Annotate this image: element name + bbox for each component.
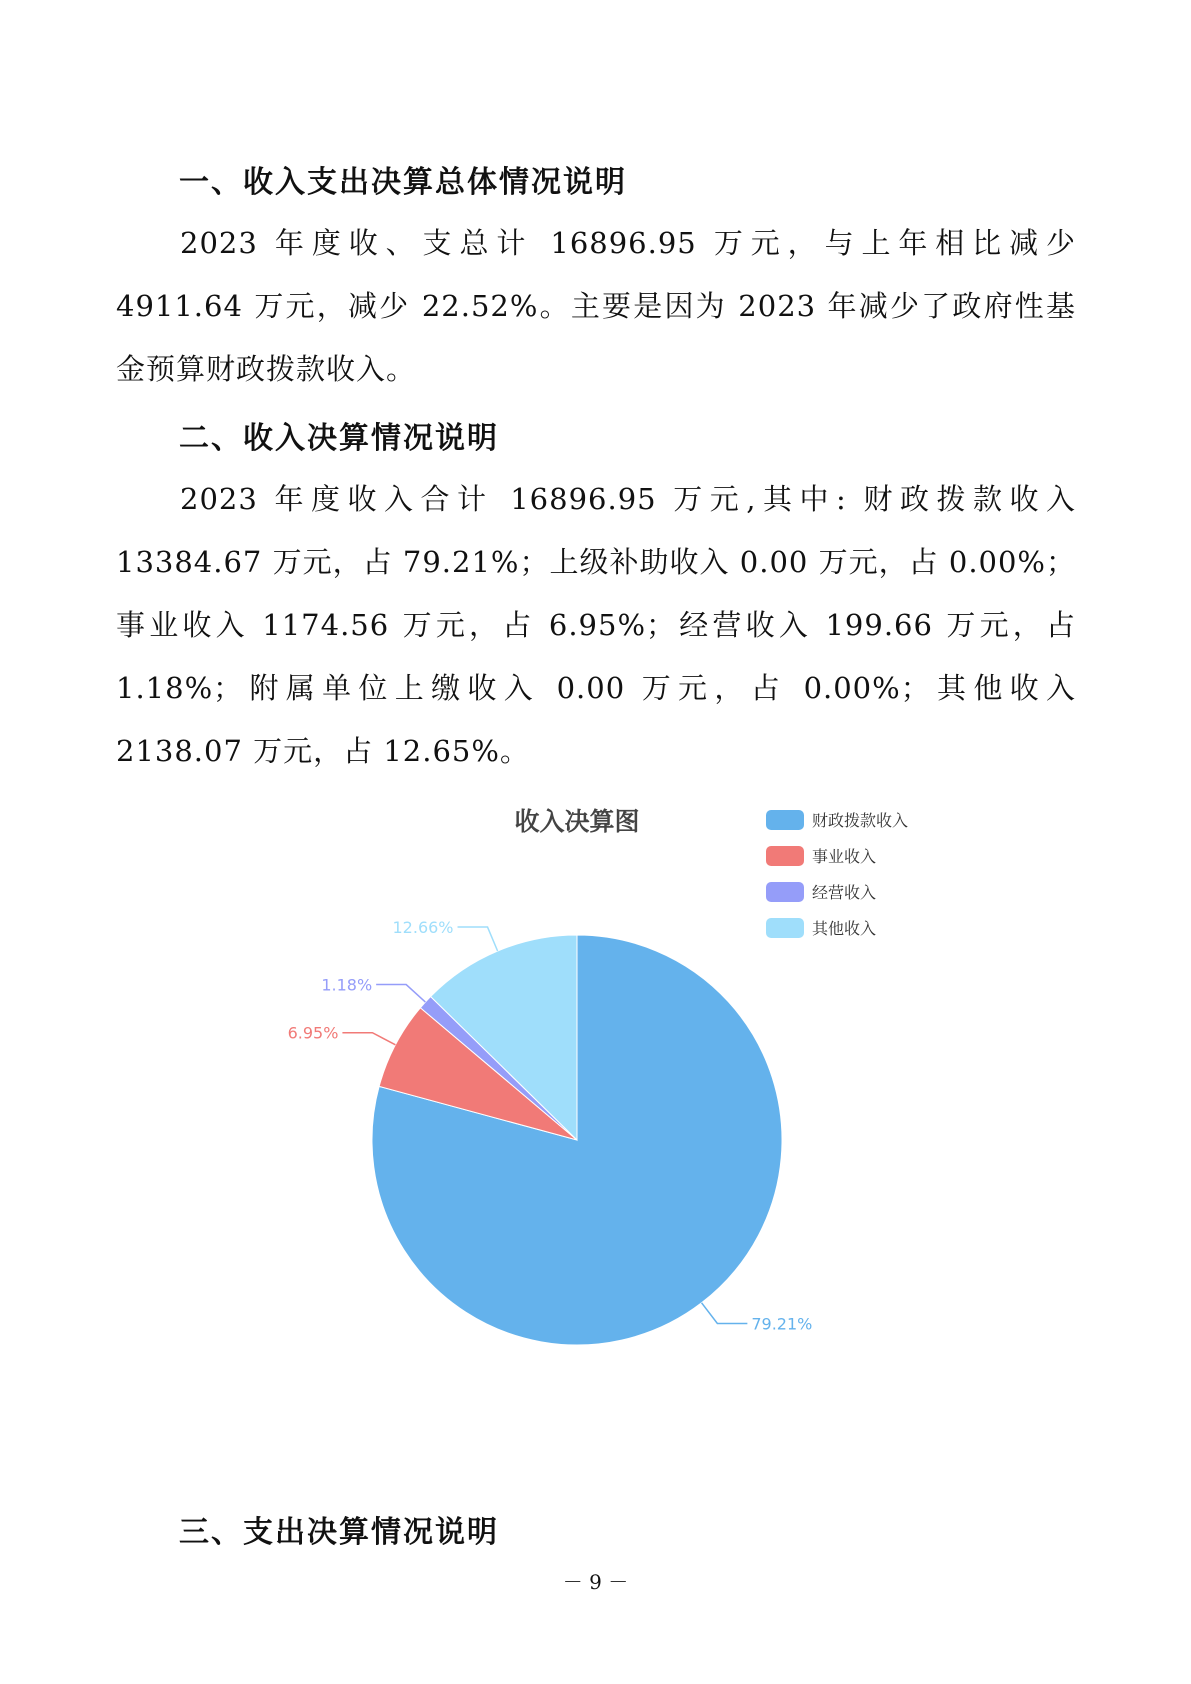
chart-title: 收入决算图: [514, 807, 640, 836]
legend-label: 其他收入: [812, 919, 877, 938]
slice-leader-line: [376, 985, 425, 1002]
section-heading-3: 三、支出决算情况说明: [179, 1515, 499, 1550]
legend-swatch: [766, 846, 804, 866]
section-heading-2: 二、收入决算情况说明: [179, 421, 499, 456]
chart-legend: [766, 810, 908, 938]
legend-swatch: [766, 882, 804, 902]
legend-label: 经营收入: [812, 883, 877, 902]
slice-label: 79.21%: [751, 1314, 813, 1334]
legend-label: 财政拨款收入: [812, 811, 909, 830]
section-heading-1: 一、收入支出决算总体情况说明: [179, 165, 627, 200]
slice-label: 6.95%: [287, 1023, 339, 1043]
legend-swatch: [766, 918, 804, 938]
section-paragraph-2: 2023 年度收入合计 16896.95 万元,其中: 财政拨款收入 13384.67 万元，占 79.21%；上级补助收入 0.00 万元，占 0.00%；事业收入 1174.56 万元，占 6.95%；经营收入 199.66 万元，占 1.18%；附属单位上缴收入 0.00 万元，占 0.00%；其他收入 2138.07 万元，占 12.65%。: [116, 482, 1076, 768]
legend-swatch: [766, 810, 804, 830]
slice-label: 12.66%: [392, 918, 454, 938]
slice-leader-line: [342, 1033, 395, 1045]
page-number: － 9 －: [562, 1570, 629, 1594]
slice-leader-line: [702, 1303, 748, 1324]
section-paragraph-1: 2023 年度收、支总计 16896.95 万元，与上年相比减少 4911.64 万元，减少 22.52%。主要是因为 2023 年减少了政府性基金预算财政拨款收入。: [116, 226, 1076, 386]
pie-slices: [372, 935, 782, 1345]
slice-label: 1.18%: [321, 975, 373, 995]
legend-label: 事业收入: [812, 847, 877, 866]
slice-leader-line: [458, 927, 498, 951]
